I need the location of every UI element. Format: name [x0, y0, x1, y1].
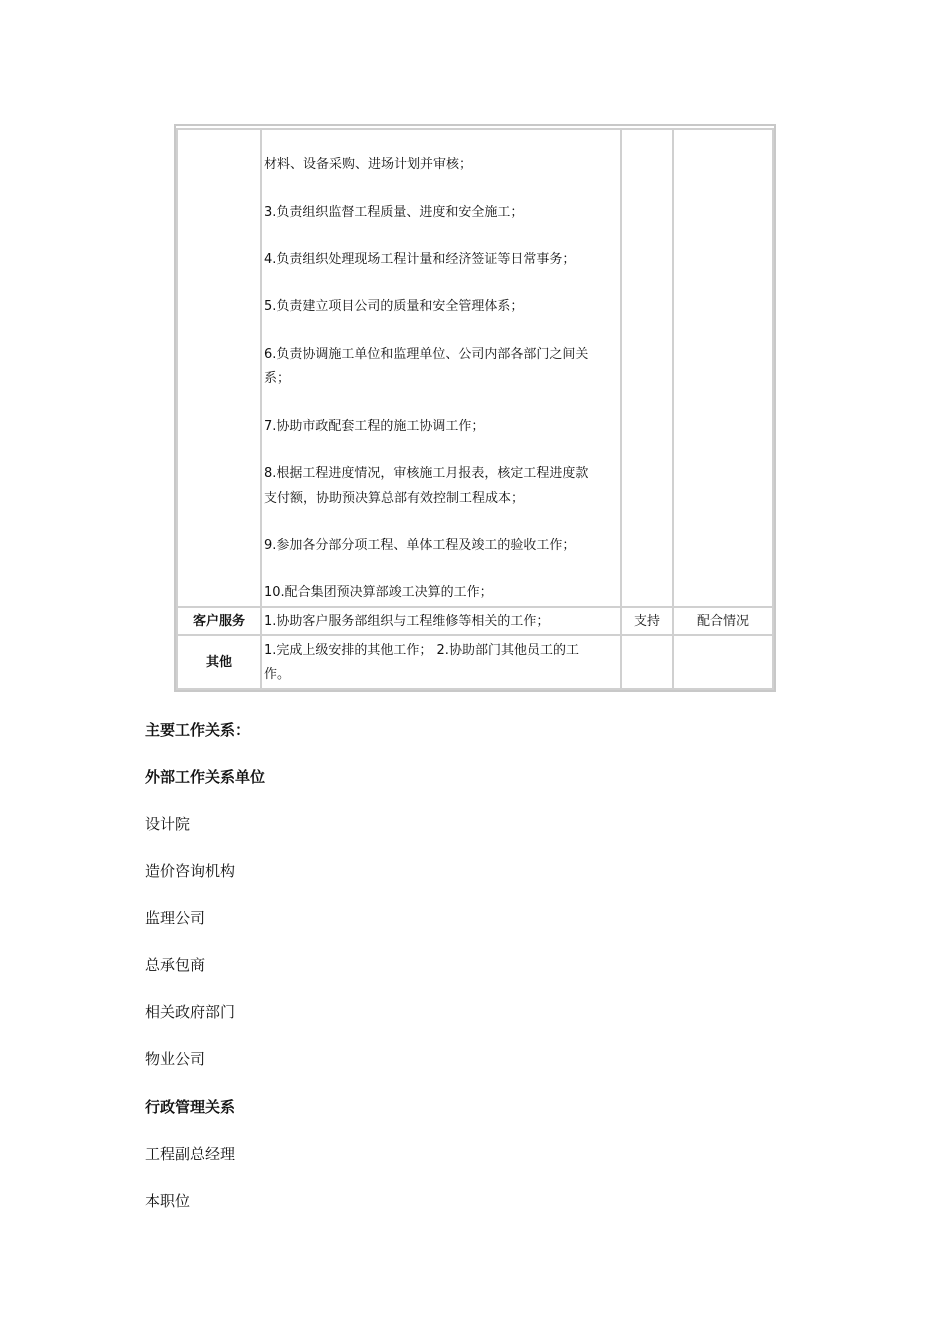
- relations-heading: 主要工作关系：: [145, 721, 251, 739]
- other-measure-cell-empty: [672, 634, 774, 690]
- external-unit-item: 相关政府部门: [145, 1003, 236, 1021]
- duty-line: 3.负责组织监督工程质量、进度和安全施工；: [264, 205, 524, 220]
- duty-line: 4.负责组织处理现场工程计量和经济签证等日常事务；: [264, 252, 576, 267]
- duty-line: 5.负责建立项目公司的质量和安全管理体系；: [264, 299, 524, 314]
- external-unit-item: 监理公司: [145, 909, 206, 927]
- customer-service-measure: 配合情况: [696, 614, 749, 629]
- measure-cell-empty: [672, 128, 774, 608]
- duty-line: 6.负责协调施工单位和监理单位、公司内部各部门之间关: [264, 347, 589, 362]
- duty-line: 支付额，协助预决算总部有效控制工程成本；: [264, 491, 525, 506]
- other-label-cell: [176, 634, 262, 690]
- other-duty-line: 1.完成上级安排的其他工作； 2.协助部门其他员工的工: [264, 643, 579, 658]
- admin-relation-item: 本职位: [145, 1192, 191, 1210]
- duty-line: 7.协助市政配套工程的施工协调工作；: [264, 419, 485, 434]
- admin-relations-heading: 行政管理关系: [145, 1098, 236, 1116]
- customer-service-measure-cell: [672, 606, 774, 636]
- role-cell-empty: [620, 128, 674, 608]
- responsibility-table: [174, 124, 776, 692]
- duty-line: 9.参加各分部分项工程、单体工程及竣工的验收工作；: [264, 538, 576, 553]
- duties-cell: [260, 128, 622, 608]
- external-unit-item: 总承包商: [145, 956, 206, 974]
- customer-service-duty-cell: [260, 606, 622, 636]
- other-duty-cell: [260, 634, 622, 690]
- other-label: 其他: [205, 655, 232, 670]
- admin-relation-item: 工程副总经理: [145, 1145, 236, 1163]
- customer-service-role: 支持: [633, 614, 660, 629]
- customer-service-label-cell: [176, 606, 262, 636]
- other-duty-line: 作。: [264, 667, 291, 682]
- external-relations-heading: 外部工作关系单位: [145, 768, 266, 786]
- duty-line: 材料、设备采购、进场计划并审核；: [264, 157, 473, 172]
- external-unit-item: 造价咨询机构: [145, 862, 236, 880]
- duty-line: 10.配合集团预决算部竣工决算的工作；: [264, 585, 493, 600]
- external-unit-item: 设计院: [145, 815, 191, 833]
- customer-service-label: 客户服务: [192, 614, 245, 629]
- duty-line: 系；: [264, 371, 291, 386]
- category-cell-empty: [176, 128, 262, 608]
- customer-service-role-cell: [620, 606, 674, 636]
- external-unit-item: 物业公司: [145, 1050, 206, 1068]
- customer-service-duty: 1.协助客户服务部组织与工程维修等相关的工作；: [264, 614, 550, 629]
- duty-line: 8.根据工程进度情况，审核施工月报表，核定工程进度款: [264, 466, 589, 481]
- other-role-cell-empty: [620, 634, 674, 690]
